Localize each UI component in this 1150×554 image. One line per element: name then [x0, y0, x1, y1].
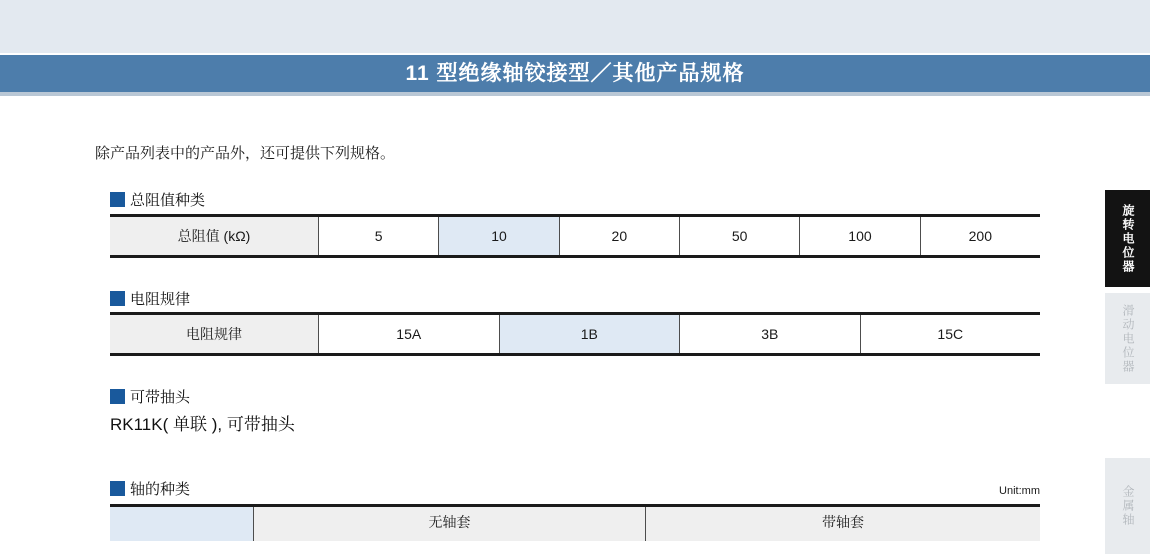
table-cell: 3B [679, 315, 860, 353]
page-title: 11 型绝缘轴铰接型／其他产品规格 [405, 62, 745, 85]
table-cell: 5 [318, 217, 438, 255]
table-cell: 15C [860, 315, 1041, 353]
total-resistance-table [110, 214, 1040, 258]
blue-square-icon [110, 192, 125, 207]
side-tab-slide-potentiometers: 滑动电位器 [1105, 293, 1150, 384]
table-cell: 200 [920, 217, 1040, 255]
top-strip [0, 0, 1150, 53]
section-heading-label: 轴的种类 [130, 481, 191, 498]
shaft-types-table [110, 504, 1040, 541]
section-heading-resistance-taper [110, 288, 190, 309]
intro-text: 除产品列表中的产品外，还可提供下列规格。 [95, 145, 396, 162]
section-heading-center-tap [110, 386, 190, 407]
title-bar-underline [0, 92, 1150, 96]
table-column-header: 无轴套 [253, 507, 645, 541]
table-cell: 100 [799, 217, 919, 255]
section-heading-label: 电阻规律 [130, 291, 191, 308]
side-tab-rotary-potentiometers: 旋转电位器 [1105, 190, 1150, 287]
table-cell-highlighted: 1B [499, 315, 680, 353]
section-heading-label: 可带抽头 [130, 389, 191, 406]
section-heading-label: 总阻值种类 [130, 192, 206, 209]
page-title-bar [0, 55, 1150, 92]
side-tab-metal-shaft: 金属轴 [1105, 458, 1150, 554]
table-column-header: 带轴套 [645, 507, 1040, 541]
table-corner-cell [110, 507, 253, 541]
unit-label: Unit:mm [999, 485, 1040, 497]
table-cell: 50 [679, 217, 799, 255]
table-cell: 20 [559, 217, 679, 255]
table-cell: 15A [318, 315, 499, 353]
center-tap-note: RK11K( 单联 ), 可带抽头 [110, 415, 295, 434]
table-row-label: 电阻规律 [110, 315, 318, 353]
blue-square-icon [110, 291, 125, 306]
table-cell-highlighted: 10 [438, 217, 558, 255]
table-row-label: 总阻值 (kΩ) [110, 217, 318, 255]
section-heading-total-resistance [110, 189, 205, 210]
resistance-taper-table [110, 312, 1040, 356]
blue-square-icon [110, 389, 125, 404]
